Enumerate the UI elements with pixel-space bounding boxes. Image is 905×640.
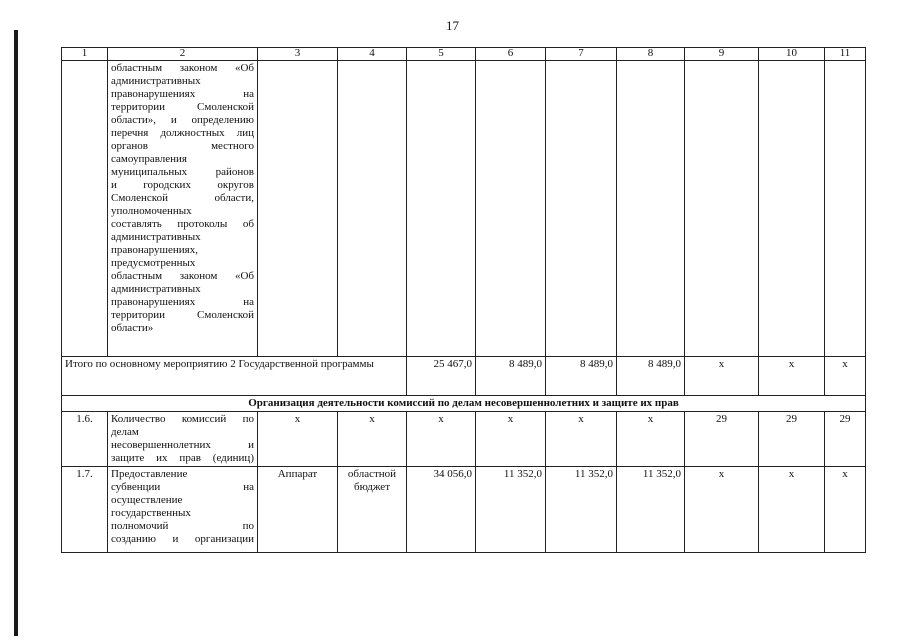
indicator-1-cell: 29	[685, 412, 759, 467]
description-line: делам	[111, 426, 139, 438]
row-number-cell: 1.6.	[62, 412, 108, 467]
description-cell	[108, 412, 258, 467]
indicator-2-cell: х	[759, 467, 825, 553]
table-row	[62, 467, 866, 553]
indicator-2-cell: 29	[759, 412, 825, 467]
section-heading-row	[62, 396, 866, 412]
indicator-2-cell: х	[759, 357, 825, 396]
column-number: 2	[108, 48, 258, 61]
total-cell: х	[407, 412, 476, 467]
description-line: перечня должностных лиц	[111, 127, 254, 139]
funding-source-cell: областной бюджет	[338, 467, 407, 553]
funding-source-cell: х	[338, 412, 407, 467]
column-number: 11	[825, 48, 866, 61]
description-line: и городских округов	[111, 179, 254, 191]
funding-source-cell	[338, 61, 407, 357]
executor-cell: Аппарат	[258, 467, 338, 553]
indicator-3-cell: х	[825, 467, 866, 553]
description-line: административных	[111, 283, 201, 295]
indicator-2-cell	[759, 61, 825, 357]
indicator-1-cell	[685, 61, 759, 357]
description-line: правонарушениях,	[111, 244, 198, 256]
column-number: 8	[617, 48, 685, 61]
table-row	[62, 412, 866, 467]
column-number: 7	[546, 48, 617, 61]
description-line: предусмотренных	[111, 257, 196, 269]
indicator-1-cell: х	[685, 357, 759, 396]
column-number: 1	[62, 48, 108, 61]
section-title: Организация деятельности комиссий по делам несовершеннолетних и защите их прав	[62, 396, 866, 412]
description-line: территории Смоленской	[111, 309, 254, 321]
description-line: составлять протоколы об	[111, 218, 254, 230]
total-cell: 25 467,0	[407, 357, 476, 396]
row-number-cell: 1.7.	[62, 467, 108, 553]
description-line: Смоленской области,	[111, 192, 254, 204]
description-cell	[108, 467, 258, 553]
description-line: государственных	[111, 507, 191, 519]
description-line: субвенции на	[111, 481, 254, 493]
description-line: созданию и организации	[111, 533, 254, 545]
column-number: 10	[759, 48, 825, 61]
description-line: областным законом «Об	[111, 62, 254, 74]
description-line: правонарушениях на	[111, 296, 254, 308]
description-line: Предоставление	[111, 468, 188, 480]
description-line: Количество комиссий по	[111, 413, 254, 425]
description-line: правонарушениях на	[111, 88, 254, 100]
description-line: административных	[111, 75, 201, 87]
indicator-3-cell	[825, 61, 866, 357]
description-line: несовершеннолетних и	[111, 439, 254, 451]
column-number: 4	[338, 48, 407, 61]
executor-cell: х	[258, 412, 338, 467]
column-number: 6	[476, 48, 546, 61]
description-line: полномочий по	[111, 520, 254, 532]
description-line: области», и определению	[111, 114, 254, 126]
description-line: самоуправления	[111, 153, 187, 165]
year-1-cell: х	[476, 412, 546, 467]
scan-margin-bar	[14, 30, 18, 636]
indicator-3-cell: х	[825, 357, 866, 396]
year-2-cell: 8 489,0	[546, 357, 617, 396]
executor-cell	[258, 61, 338, 357]
description-line: уполномоченных	[111, 205, 192, 217]
year-2-cell	[546, 61, 617, 357]
description-line: муниципальных районов	[111, 166, 254, 178]
description-line: органов местного	[111, 140, 254, 152]
year-3-cell: 11 352,0	[617, 467, 685, 553]
total-cell	[407, 61, 476, 357]
description-line: защите их прав (единиц)	[111, 452, 254, 464]
total-label: Итого по основному мероприятию 2 Государственной программы	[62, 357, 407, 396]
indicator-3-cell: 29	[825, 412, 866, 467]
column-number: 3	[258, 48, 338, 61]
year-3-cell: 8 489,0	[617, 357, 685, 396]
program-table	[61, 47, 866, 553]
description-line: областным законом «Об	[111, 270, 254, 282]
year-1-cell	[476, 61, 546, 357]
description-line: осуществление	[111, 494, 183, 506]
year-2-cell: х	[546, 412, 617, 467]
description-line: территории Смоленской	[111, 101, 254, 113]
description-line: области»	[111, 322, 154, 334]
year-1-cell: 8 489,0	[476, 357, 546, 396]
total-cell: 34 056,0	[407, 467, 476, 553]
year-1-cell: 11 352,0	[476, 467, 546, 553]
year-3-cell	[617, 61, 685, 357]
total-row	[62, 357, 866, 396]
column-number: 9	[685, 48, 759, 61]
column-number-row	[62, 48, 866, 61]
column-number: 5	[407, 48, 476, 61]
year-2-cell: 11 352,0	[546, 467, 617, 553]
indicator-1-cell: х	[685, 467, 759, 553]
description-cell	[108, 61, 258, 357]
page-number: 17	[446, 18, 459, 33]
row-number-cell	[62, 61, 108, 357]
description-line: административных	[111, 231, 201, 243]
continuation-row	[62, 61, 866, 357]
year-3-cell: х	[617, 412, 685, 467]
